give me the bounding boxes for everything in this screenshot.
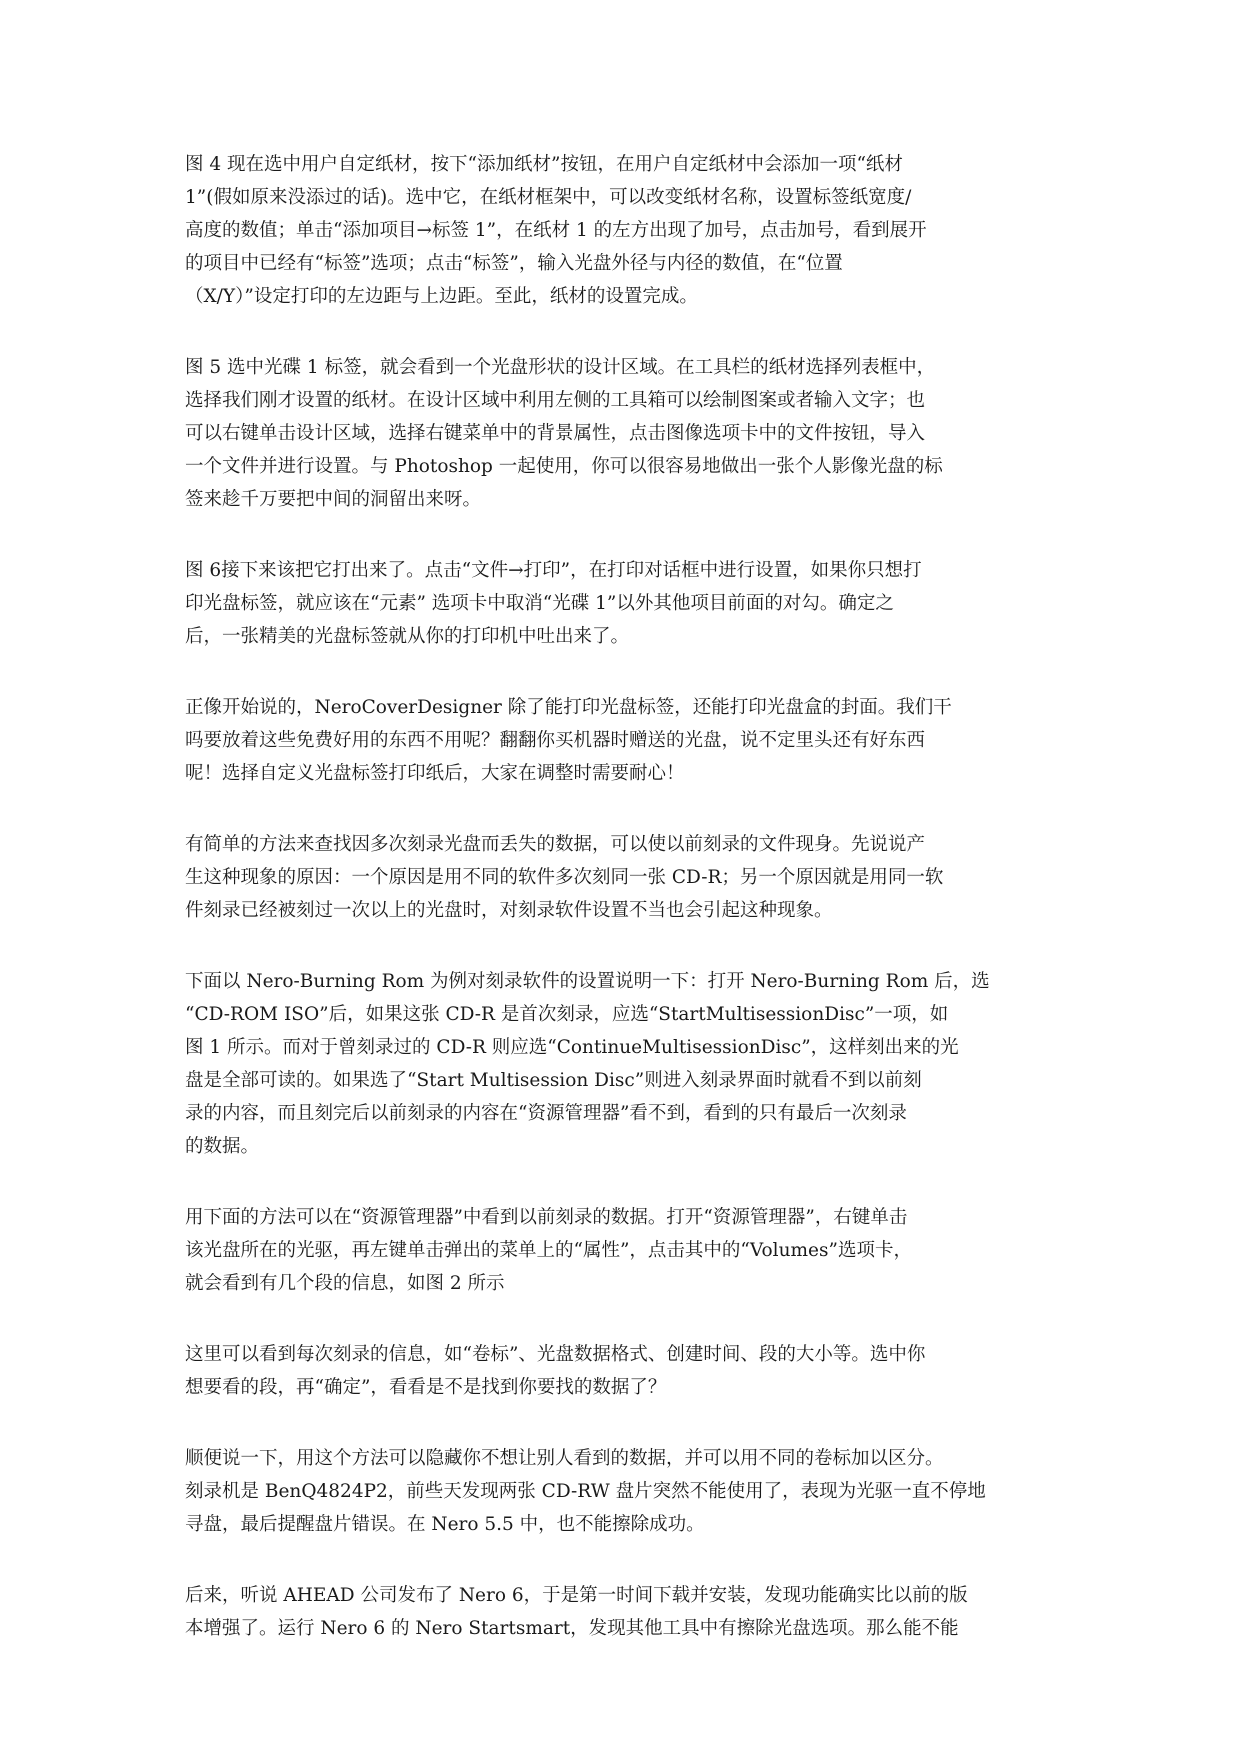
text-line: 图 5 选中光碟 1 标签，就会看到一个光盘形状的设计区域。在工具栏的纸材选择列表框中，	[185, 357, 936, 378]
text-line: 下面以 Nero-Burning Rom 为例对刻录软件的设置说明一下：打开 Nero-Burning Rom 后，选	[185, 971, 990, 992]
text-line: 本增强了。运行 Nero 6 的 Nero Startsmart，发现其他工具中有擦除光盘选项。那么能不能	[185, 1618, 959, 1639]
text-line: 后，一张精美的光盘标签就从你的打印机中吐出来了。	[185, 626, 630, 647]
document-body	[185, 148, 1065, 1683]
text-line: 一个文件并进行设置。与 Photoshop 一起使用，你可以很容易地做出一张个人影像光盘的标	[185, 456, 943, 477]
text-line: 盘是全部可读的。如果选了“Start Multisession Disc”则进入刻录界面时就看不到以前刻	[185, 1070, 922, 1091]
paragraph-2	[185, 351, 1065, 516]
text-line: 件刻录已经被刻过一次以上的光盘时，对刻录软件设置不当也会引起这种现象。	[185, 900, 833, 921]
paragraph-6	[185, 965, 1065, 1163]
text-line: 想要看的段，再“确定”，看看是不是找到你要找的数据了？	[185, 1377, 667, 1398]
text-line: 就会看到有几个段的信息，如图 2 所示	[185, 1273, 505, 1294]
text-line: 有简单的方法来查找因多次刻录光盘而丢失的数据，可以使以前刻录的文件现身。先说说产	[185, 834, 926, 855]
paragraph-5	[185, 828, 1065, 927]
text-line: 高度的数值；单击“添加项目→标签 1”，在纸材 1 的左方出现了加号，点击加号，看到展开	[185, 220, 927, 241]
text-line: 可以右键单击设计区域，选择右键菜单中的背景属性，点击图像选项卡中的文件按钮，导入	[185, 423, 926, 444]
paragraph-1	[185, 148, 1065, 313]
text-line: 正像开始说的，NeroCoverDesigner 除了能打印光盘标签，还能打印光盘盒的封面。我们干	[185, 697, 952, 718]
text-line: 图 1 所示。而对于曾刻录过的 CD-R 则应选“ContinueMultisessionDisc”，这样刻出来的光	[185, 1037, 959, 1058]
text-line: 生这种现象的原因：一个原因是用不同的软件多次刻同一张 CD-R；另一个原因就是用同一软	[185, 867, 944, 888]
text-line: “CD-ROM ISO”后，如果这张 CD-R 是首次刻录，应选“StartMultisessionDisc”一项，如	[185, 1004, 949, 1025]
paragraph-3	[185, 554, 1065, 653]
text-line: 寻盘，最后提醒盘片错误。在 Nero 5.5 中，也不能擦除成功。	[185, 1514, 705, 1535]
paragraph-10	[185, 1579, 1065, 1645]
text-line: （X/Y）”设定打印的左边距与上边距。至此，纸材的设置完成。	[185, 286, 698, 307]
text-line: 印光盘标签，就应该在“元素” 选项卡中取消“光碟 1”以外其他项目前面的对勾。确定之	[185, 593, 894, 614]
paragraph-4	[185, 691, 1065, 790]
text-line: 的数据。	[185, 1136, 260, 1157]
text-line: 选择我们刚才设置的纸材。在设计区域中利用左侧的工具箱可以绘制图案或者输入文字；也	[185, 390, 926, 411]
text-line: 签来趁千万要把中间的洞留出来呀。	[185, 489, 482, 510]
text-line: 图 4 现在选中用户自定纸材，按下“添加纸材”按钮，在用户自定纸材中会添加一项“纸材	[185, 154, 903, 175]
text-line: 这里可以看到每次刻录的信息，如“卷标”、光盘数据格式、创建时间、段的大小等。选中你	[185, 1344, 926, 1365]
paragraph-9	[185, 1442, 1065, 1541]
text-line: 录的内容，而且刻完后以前刻录的内容在“资源管理器”看不到，看到的只有最后一次刻录	[185, 1103, 907, 1124]
text-line: 该光盘所在的光驱，再左键单击弹出的菜单上的“属性”，点击其中的“Volumes”选项卡，	[185, 1240, 912, 1261]
text-line: 刻录机是 BenQ4824P2，前些天发现两张 CD-RW 盘片突然不能使用了，表现为光驱一直不停地	[185, 1481, 986, 1502]
text-line: 用下面的方法可以在“资源管理器”中看到以前刻录的数据。打开“资源管理器”，右键单击	[185, 1207, 908, 1228]
text-line: 吗要放着这些免费好用的东西不用呢？翻翻你买机器时赠送的光盘，说不定里头还有好东西	[185, 730, 926, 751]
text-line: 后来，听说 AHEAD 公司发布了 Nero 6，于是第一时间下载并安装，发现功能确实比以前的版	[185, 1585, 968, 1606]
text-line: 的项目中已经有“标签”选项；点击“标签”，输入光盘外径与内径的数值，在“位置	[185, 253, 843, 274]
paragraph-7	[185, 1201, 1065, 1300]
text-line: 顺便说一下，用这个方法可以隐藏你不想让别人看到的数据，并可以用不同的卷标加以区分。	[185, 1448, 944, 1469]
text-line: 1”(假如原来没添过的话)。选中它，在纸材框架中，可以改变纸材名称，设置标签纸宽度/	[185, 187, 912, 208]
paragraph-8	[185, 1338, 1065, 1404]
text-line: 图 6接下来该把它打出来了。点击“文件→打印”，在打印对话框中进行设置，如果你只想打	[185, 560, 922, 581]
text-line: 呢！选择自定义光盘标签打印纸后，大家在调整时需要耐心！	[185, 763, 685, 784]
